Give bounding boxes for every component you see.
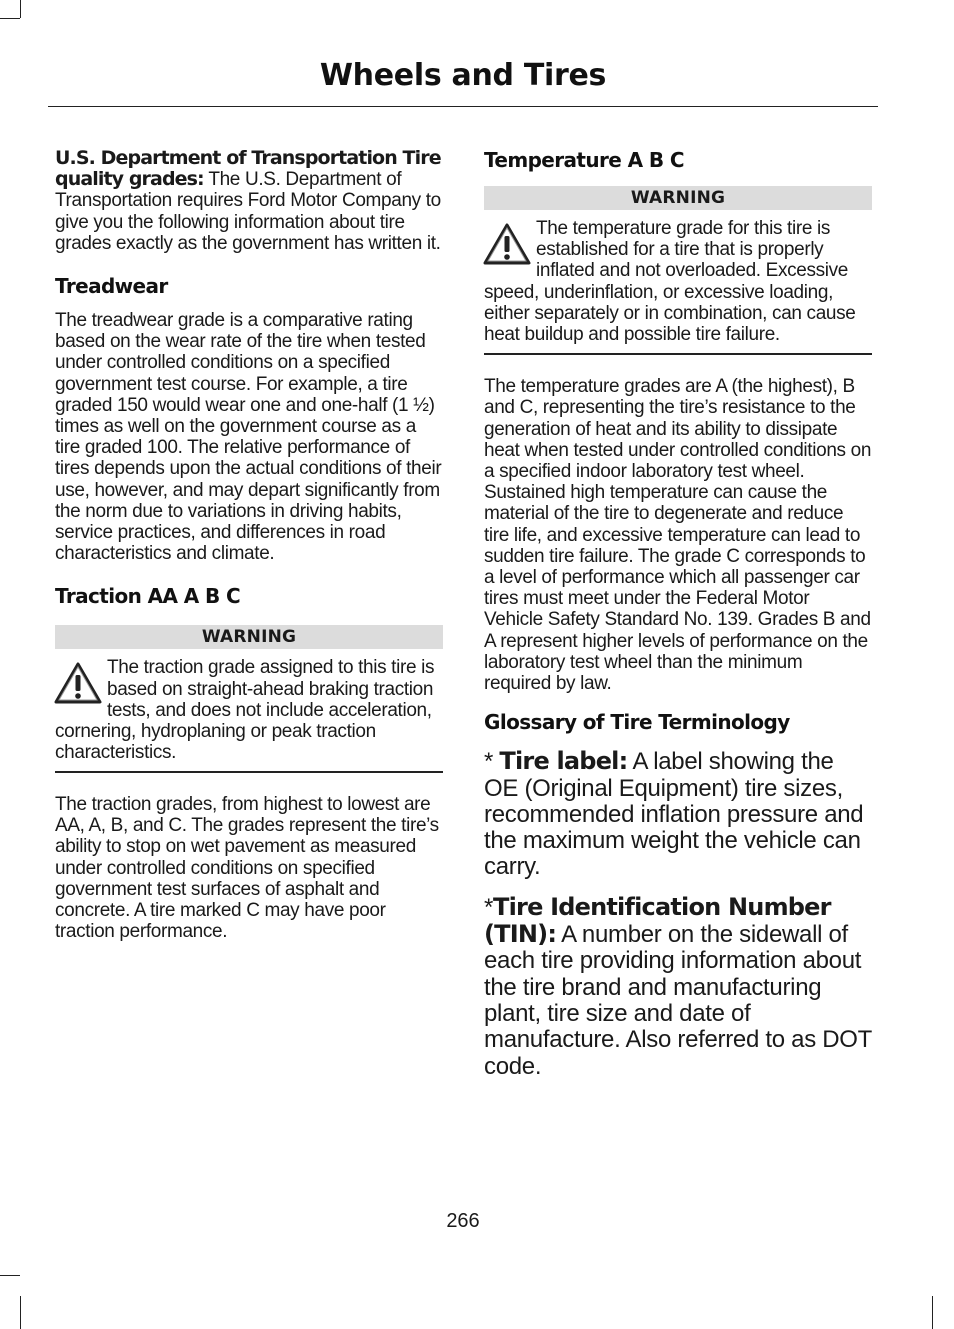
glossary-item-tin	[484, 894, 872, 1080]
temperature-warning-text: The temperature grade for this tire is established for a tire that is properly inflated and not overloaded. Excessive speed, underinflation, or excessive loading, either separately or in combination, can cause heat buildup and possible tire failure.	[484, 218, 856, 346]
traction-heading: Traction AA A B C	[55, 584, 241, 609]
glossary-list	[484, 748, 872, 1080]
glossary-item-tire-label	[484, 748, 872, 880]
glossary-bullet: *	[484, 893, 494, 921]
temperature-heading: Temperature A B C	[484, 148, 684, 172]
temperature-warning-bar: WARNING	[484, 186, 872, 210]
glossary-term: Tire label:	[499, 747, 628, 776]
title-divider	[48, 106, 878, 107]
glossary-bullet: *	[484, 748, 500, 776]
warning-divider	[484, 353, 872, 355]
crop-mark	[20, 1296, 21, 1329]
warning-divider	[55, 771, 443, 773]
left-column	[55, 146, 443, 942]
intro-text: The U.S. Department of Transportation requires Ford Motor Company to give you the following information about tire grades exactly as the government has written it.	[55, 169, 441, 254]
glossary-definition: A number on the sidewall of each tire providing information about the tire brand and manufacturing plant, tire size and date of manufacture. Also referred to as DOT code.	[484, 921, 872, 1080]
treadwear-body: The treadwear grade is a comparative rating based on the wear rate of the tire when tested under controlled conditions on a specified government test course. For example, a tire graded 150 would wear one and one-half (1 ½) times as well on the government course as a tire graded 100. The relative performance of tires depends upon the actual conditions of their use, however, and may depart significantly from the norm due to variations in driving habits, service practices, and differences in road characteristics and climate.	[55, 310, 442, 565]
crop-mark	[20, 0, 21, 18]
crop-mark	[0, 1275, 20, 1276]
warning-triangle-icon	[482, 222, 532, 266]
traction-warning	[55, 657, 443, 773]
temperature-body: The temperature grades are A (the highest), B and C, representing the tire’s resistance to the generation of heat and its ability to dissipate heat when tested under controlled conditions on a specified indoor laboratory test wheel. Sustained high temperature can cause the material of the tire to degenerate and reduce tire life, and excessive temperature can lead to sudden tire failure. The grade C corresponds to a level of performance which all passenger car tires must meet under the Federal Motor Vehicle Safety Standard No. 139. Grades B and A represent higher levels of performance on the laboratory test wheel than the minimum required by law.	[484, 376, 872, 695]
traction-warning-text: The traction grade assigned to this tire is based on straight-ahead braking traction tests, and does not include acceleration, cornering, hydroplaning or peak traction characteristics.	[55, 657, 435, 764]
right-column	[484, 146, 872, 1080]
page-title: Wheels and Tires	[319, 58, 607, 93]
traction-body: The traction grades, from highest to lowest are AA, A, B, and C. The grades represent the tire’s ability to stop on wet pavement as measured under controlled conditions on specified government test surfaces of asphalt and concrete. A tire marked C may have poor traction performance.	[55, 793, 439, 943]
warning-triangle-icon	[53, 661, 103, 705]
treadwear-heading: Treadwear	[55, 274, 168, 299]
temperature-warning	[484, 218, 872, 355]
intro-paragraph	[55, 148, 443, 254]
glossary-definition: A label showing the OE (Original Equipment) tire sizes, recommended inflation pressure and the maximum weight the vehicle can carry.	[484, 748, 864, 881]
page-number: 266	[446, 1210, 480, 1232]
glossary-heading: Glossary of Tire Terminology	[484, 710, 790, 735]
intro-lead: U.S. Department of Transportation Tire quality grades:	[55, 147, 441, 191]
glossary-term: Tire Identification Number (TIN):	[484, 892, 831, 949]
crop-mark	[932, 1296, 933, 1329]
traction-warning-bar: WARNING	[55, 625, 443, 649]
crop-mark	[0, 18, 20, 19]
